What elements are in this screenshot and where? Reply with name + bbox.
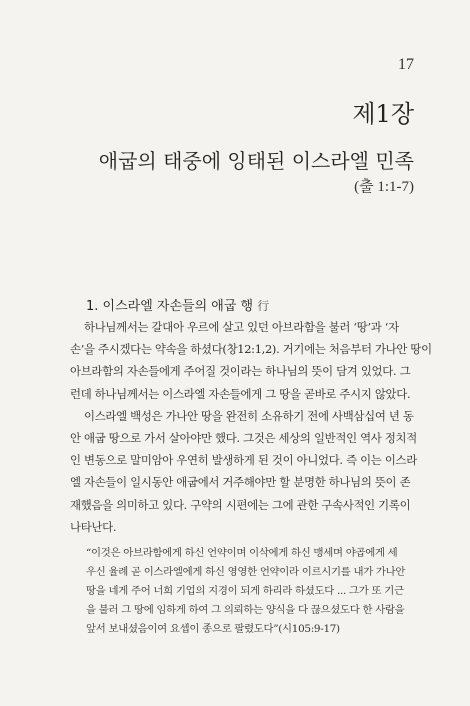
section-heading (86, 295, 269, 314)
quote-line: 우신 율례 곧 이스라엘에게 하신 영영한 언약이라 이르시기를 내가 가나안 (86, 566, 406, 578)
chapter-subtitle: (출 1:1-7) (354, 179, 414, 195)
body-line: 이스라엘 백성은 가나안 땅을 완전히 소유하기 전에 사백삼십여 년 동 (84, 408, 414, 423)
body-line: 나타난다. (70, 519, 117, 534)
section-heading-text: 1. 이스라엘 자손들의 애굽 행 (86, 299, 254, 314)
section-heading-hanja: 行 (257, 299, 270, 313)
body-line: 재했음을 의미하고 있다. 구약의 시편에는 그에 관한 구속사적인 기록이 (70, 497, 411, 512)
body-line: 아브라함의 자손들에게 주어질 것이라는 하나님의 뜻이 담겨 있었다. 그 (70, 364, 411, 379)
quote-line: 앞서 보내셨음이여 요셉이 종으로 팔렸도다”(시105:9-17) (86, 623, 340, 635)
chapter-label: 제1장 (352, 100, 414, 128)
chapter-title: 애굽의 태중에 잉태된 이스라엘 민족 (98, 149, 414, 173)
body-paragraphs (70, 316, 432, 538)
body-line: 인 변동으로 말미암아 우연히 발생하게 된 것이 아니었다. 즉 이는 이스라 (70, 453, 417, 468)
body-line: 하나님께서는 갈대아 우르에 살고 있던 아브라함을 불러 ‘땅’과 ‘자 (84, 320, 399, 334)
body-line: 손’을 주시겠다는 약속을 하셨다(창12:1,2). 거기에는 처음부터 가나안 땅이 (70, 342, 432, 357)
body-line: 안 애굽 땅으로 가서 살아야만 했다. 그것은 세상의 일반적인 역사 정치적 (70, 430, 417, 445)
page-number: 17 (398, 56, 414, 73)
body-line: 엘 자손들이 일시동안 애굽에서 거주해야만 할 분명한 하나님의 뜻이 존 (70, 475, 411, 490)
body-line: 런데 하나님께서는 이스라엘 자손들에게 그 땅을 곧바로 주시지 않았다. (70, 386, 411, 401)
quote-line: 땅을 네게 주어 너희 기업의 지경이 되게 하리라 하셨도다 ... 그가 또 기근 (86, 585, 404, 597)
quote-line: “이것은 아브라함에게 하신 언약이며 이삭에게 하신 맹세며 야곱에게 세 (86, 547, 398, 559)
quote-line: 을 불러 그 땅에 임하게 하여 그 의뢰하는 양식을 다 끊으셨도다 한 사람을 (86, 604, 405, 616)
scripture-quote (70, 544, 420, 639)
